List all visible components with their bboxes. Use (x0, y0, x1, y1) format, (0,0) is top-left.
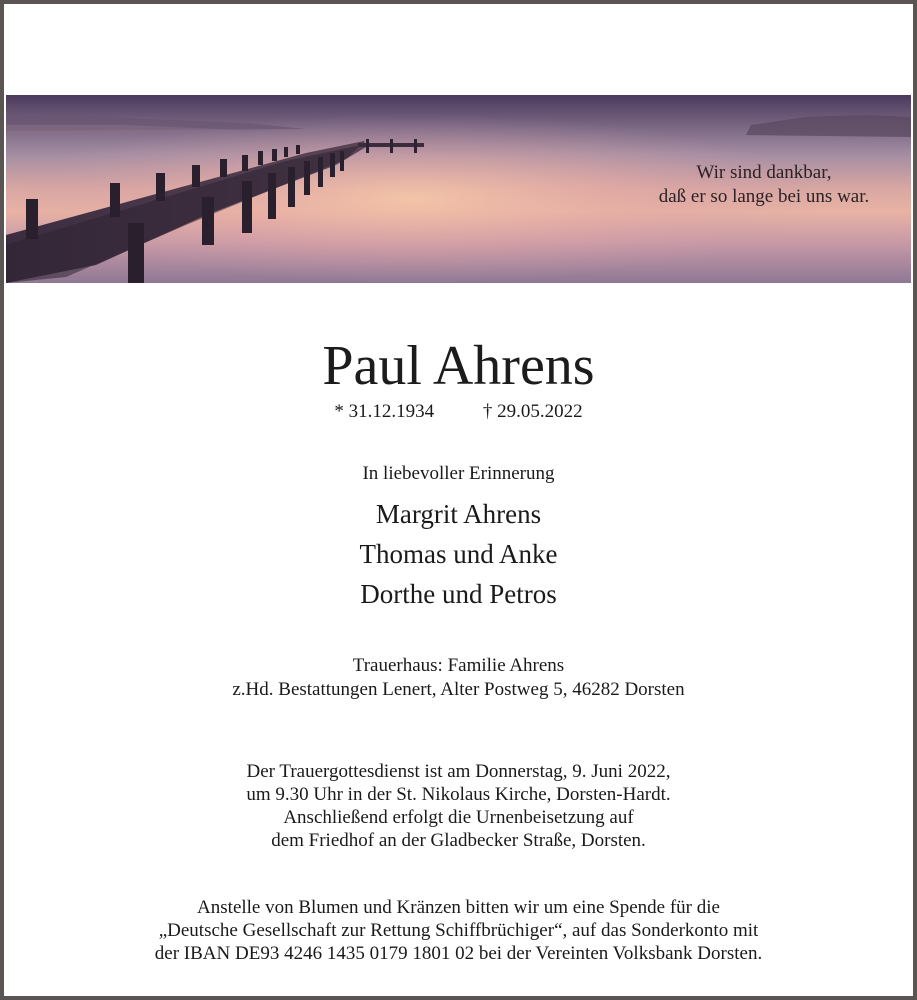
life-dates (0, 400, 917, 424)
mourning-house-line: z.Hd. Bestattungen Lenert, Alter Postweg 5, 46282 Dorsten (232, 679, 685, 700)
service-line: Der Trauergottesdienst ist am Donnerstag, 9. Juni 2022, (246, 761, 671, 782)
birth-date: * 31.12.1934 (334, 401, 435, 422)
death-date: † 29.05.2022 (482, 401, 583, 422)
mourning-house-line: Trauerhaus: Familie Ahrens (352, 655, 565, 676)
service-line: Anschließend erfolgt die Urnenbeisetzung auf (283, 807, 634, 828)
pier-at-sunset-image (6, 95, 911, 283)
mourner-list (0, 494, 917, 614)
donation-line: Anstelle von Blumen und Kränzen bitten wir um eine Spende für die (197, 897, 720, 918)
service-line: dem Friedhof an der Gladbecker Straße, Dorsten. (271, 830, 646, 851)
banner-quote-line: daß er so lange bei uns war. (658, 186, 870, 207)
deceased-name: Paul Ahrens (322, 335, 595, 397)
banner-quote (624, 161, 904, 209)
service-line: um 9.30 Uhr in der St. Nikolaus Kirche, Dorsten-Hardt. (246, 784, 671, 805)
donation-line: der IBAN DE93 4246 1435 0179 1801 02 bei der Vereinten Volksbank Dorsten. (154, 943, 763, 964)
memory-intro: In liebevoller Erinnerung (362, 463, 555, 484)
service-details (0, 760, 917, 852)
mourner-name: Margrit Ahrens (375, 499, 542, 529)
mourner-name: Dorthe und Petros (360, 579, 557, 609)
donation-line: „Deutsche Gesellschaft zur Rettung Schiffbrüchiger“, auf das Sonderkonto mit (158, 920, 759, 941)
donation-request (0, 896, 917, 965)
banner-quote-line: Wir sind dankbar, (696, 162, 832, 183)
mourning-house (0, 654, 917, 702)
mourner-name: Thomas und Anke (359, 539, 558, 569)
